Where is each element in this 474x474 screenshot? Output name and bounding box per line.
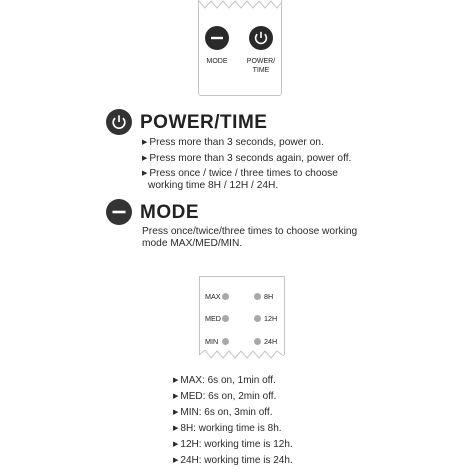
indicator-label-med: MED bbox=[205, 314, 221, 323]
power-label-line1: POWER/ bbox=[246, 58, 276, 65]
mode-instruction: mode MAX/MED/MIN. bbox=[142, 238, 243, 249]
panel-torn-edge bbox=[198, 0, 282, 10]
bullet-icon: ▶ bbox=[142, 155, 148, 162]
mode-button-label: MODE bbox=[206, 58, 228, 65]
bullet-icon: ▶ bbox=[173, 457, 179, 464]
indicator-light-min bbox=[222, 338, 229, 345]
indicator-light-med bbox=[222, 315, 229, 322]
power-instruction: ▶ Press more than 3 seconds again, power off. bbox=[142, 153, 352, 164]
indicator-label-12h: 12H bbox=[264, 314, 278, 323]
power-instruction: ▶ Press once / twice / three times to choose bbox=[142, 168, 338, 179]
bullet-icon: ▶ bbox=[173, 425, 179, 432]
minus-icon bbox=[205, 26, 229, 50]
power-time-button[interactable] bbox=[249, 26, 273, 50]
power-label-line2: TIME bbox=[252, 67, 270, 74]
bullet-icon: ▶ bbox=[173, 441, 179, 448]
indicator-label-8h: 8H bbox=[264, 292, 274, 301]
legend-item: ▶ MED: 6s on, 2min off. bbox=[173, 391, 277, 402]
indicator-light-max bbox=[222, 293, 229, 300]
power-instruction-continued: working time 8H / 12H / 24H. bbox=[148, 180, 279, 191]
indicator-label-max: MAX bbox=[205, 292, 221, 301]
bullet-icon: ▶ bbox=[173, 409, 179, 416]
power-icon bbox=[249, 26, 273, 50]
mode-title: MODE bbox=[140, 202, 199, 223]
power-time-title: POWER/TIME bbox=[140, 112, 268, 133]
bullet-icon: ▶ bbox=[142, 139, 148, 146]
legend-item: ▶ MAX: 6s on, 1min off. bbox=[173, 375, 276, 386]
mode-button[interactable] bbox=[205, 26, 229, 50]
indicator-light-8h bbox=[254, 293, 261, 300]
minus-icon bbox=[106, 199, 132, 225]
bullet-icon: ▶ bbox=[173, 377, 179, 384]
power-instruction: ▶ Press more than 3 seconds, power on. bbox=[142, 137, 324, 148]
indicator-label-24h: 24H bbox=[264, 337, 278, 346]
panel-torn-edge bbox=[199, 350, 285, 360]
mode-instruction: Press once/twice/three times to choose working bbox=[142, 226, 358, 237]
indicator-light-12h bbox=[254, 315, 261, 322]
power-time-button-label bbox=[240, 57, 282, 75]
legend-item: ▶ 8H: working time is 8h. bbox=[173, 423, 282, 434]
bullet-icon: ▶ bbox=[173, 393, 179, 400]
indicator-light-24h bbox=[254, 338, 261, 345]
power-heading-icon bbox=[106, 109, 132, 135]
legend-item: ▶ MIN: 6s on, 3min off. bbox=[173, 407, 273, 418]
mode-heading-icon bbox=[106, 199, 132, 225]
indicator-label-min: MIN bbox=[205, 337, 219, 346]
power-icon bbox=[106, 109, 132, 135]
legend-item: ▶ 24H: working time is 24h. bbox=[173, 455, 293, 466]
legend-item: ▶ 12H: working time is 12h. bbox=[173, 439, 293, 450]
bullet-icon: ▶ bbox=[142, 170, 148, 177]
